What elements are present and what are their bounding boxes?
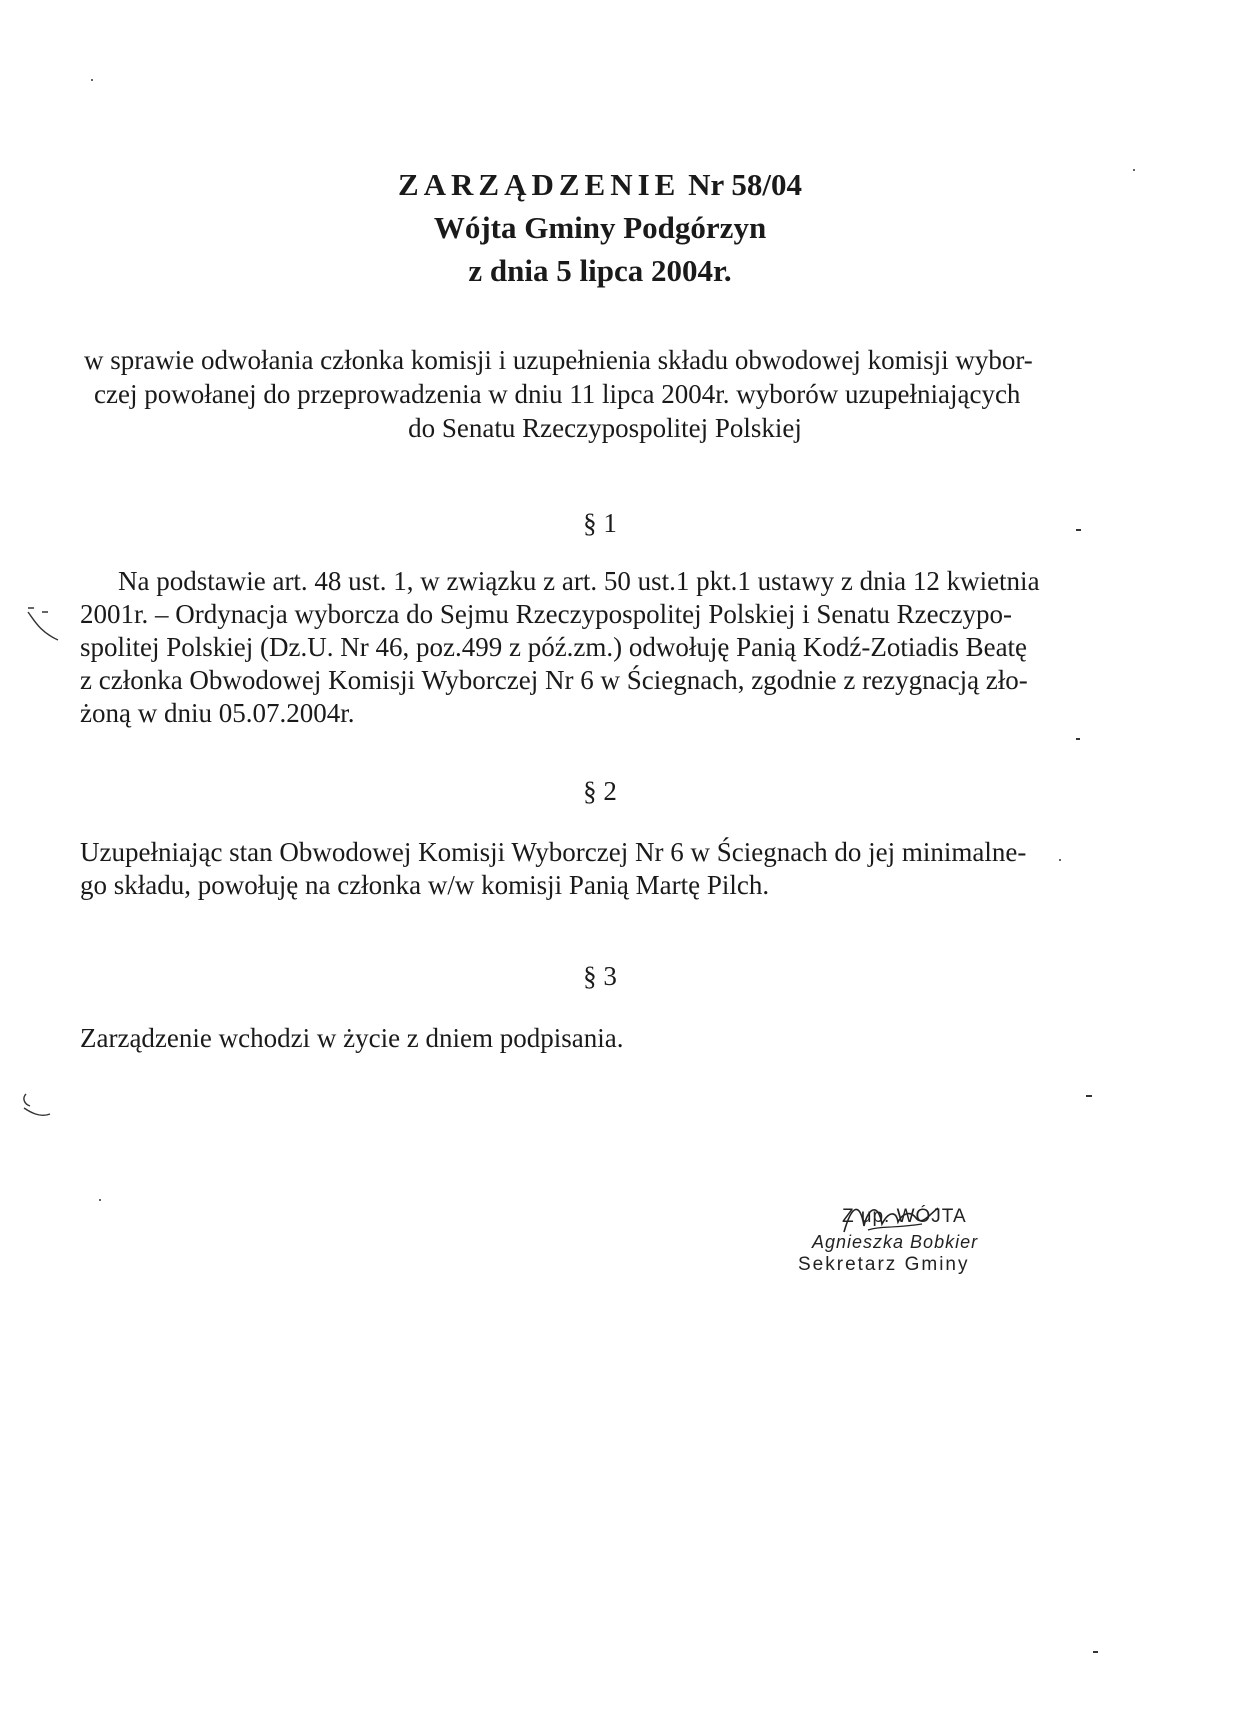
section-mark-1: § 1 bbox=[583, 508, 617, 538]
subject-line: w sprawie odwołania członka komisji i uzupełnienia składu obwodowej komisji wybor- bbox=[84, 345, 1033, 375]
section-1-line: 2001r. – Ordynacja wyborcza do Sejmu Rzeczypospolitej Polskiej i Senatu Rzeczypo- bbox=[80, 599, 1013, 629]
signatory-name: Agnieszka Bobkier bbox=[812, 1232, 979, 1252]
section-1-line: spolitej Polskiej (Dz.U. Nr 46, poz.499 z póź.zm.) odwołuję Panią Kodź-Zotiadis Beatę bbox=[80, 632, 1028, 662]
signature-authority: Z up. WÓJTA bbox=[842, 1206, 967, 1227]
subject-line: do Senatu Rzeczypospolitej Polskiej bbox=[408, 413, 802, 443]
section-mark-2: § 2 bbox=[583, 776, 617, 806]
signatory-title: Sekretarz Gminy bbox=[798, 1254, 970, 1275]
section-2-line: go składu, powołuję na członka w/w komisji Panią Martę Pilch. bbox=[80, 870, 770, 900]
section-2-line: Uzupełniając stan Obwodowej Komisji Wyborczej Nr 6 w Ściegnach do jej minimalne- bbox=[80, 837, 1027, 867]
section-1-line: z członka Obwodowej Komisji Wyborczej Nr 6 w Ściegnach, zgodnie z rezygnacją zło- bbox=[80, 665, 1028, 695]
document-title-line2: Wójta Gminy Podgórzyn bbox=[433, 210, 767, 245]
subject-line: czej powołanej do przeprowadzenia w dniu 11 lipca 2004r. wyborów uzupełniających bbox=[94, 379, 1021, 409]
document-title-word: ZARZĄDZENIE bbox=[397, 167, 681, 202]
section-1-line: żoną w dniu 05.07.2004r. bbox=[80, 698, 355, 728]
section-3-line: Zarządzenie wchodzi w życie z dniem podpisania. bbox=[80, 1023, 624, 1053]
document-date: z dnia 5 lipca 2004r. bbox=[468, 253, 732, 288]
document-number: Nr 58/04 bbox=[688, 167, 803, 202]
section-1-line: Na podstawie art. 48 ust. 1, w związku z art. 50 ust.1 pkt.1 ustawy z dnia 12 kwietnia bbox=[118, 566, 1040, 596]
section-mark-3: § 3 bbox=[583, 961, 617, 991]
